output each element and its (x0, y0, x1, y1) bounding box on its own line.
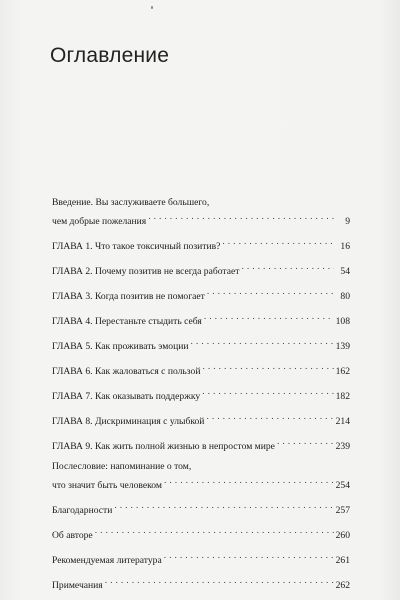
toc-row (52, 499, 350, 518)
toc-entry-chapter-7 (52, 385, 350, 404)
toc-entry-chapter-1 (52, 235, 350, 254)
dot-leader (191, 335, 334, 349)
dot-leader (95, 524, 334, 538)
toc-entry-label: что значит быть человеком (52, 480, 162, 491)
toc-entry-label: ГЛАВА 4. Перестаньте стыдить себя (52, 316, 202, 327)
toc-page-number: 108 (335, 316, 350, 327)
toc-page-number: 54 (340, 266, 350, 277)
toc-entry-label: Благодарности (52, 505, 113, 516)
toc-row (52, 524, 350, 543)
dot-leader (206, 410, 333, 424)
toc-entry-label: Рекомендуемая литература (52, 555, 162, 566)
toc-entry-label-line1: Послесловие: напоминание о том, (52, 461, 192, 472)
toc-row (52, 260, 350, 279)
toc-entry-about-author (52, 524, 350, 543)
toc-entry-label: Об авторе (52, 530, 93, 541)
toc-entry-afterword (52, 460, 350, 493)
toc-row (52, 210, 350, 229)
page-title: Оглавление (50, 44, 170, 67)
print-speck (151, 6, 153, 9)
toc-entry-introduction (52, 196, 350, 229)
toc-row (52, 474, 350, 493)
toc-entry-label: Примечания (52, 580, 103, 591)
toc-page-number: 254 (335, 480, 350, 491)
toc-page-number: 80 (340, 291, 350, 302)
dot-leader (105, 574, 334, 588)
toc-entry-label: ГЛАВА 5. Как проживать эмоции (52, 341, 189, 352)
toc-entry-chapter-9 (52, 435, 350, 454)
toc-page-number: 162 (335, 366, 350, 377)
toc-page-number: 139 (335, 341, 350, 352)
toc-entry-chapter-8 (52, 410, 350, 429)
toc-page-number: 214 (335, 416, 350, 427)
dot-leader (202, 360, 333, 374)
dot-leader (164, 474, 334, 488)
toc-entry-label: ГЛАВА 1. Что такое токсичный позитив? (52, 241, 221, 252)
dot-leader (114, 499, 333, 513)
toc-row (52, 574, 350, 593)
toc-entry-notes (52, 574, 350, 593)
toc-entry-chapter-3 (52, 285, 350, 304)
toc-entry-label: ГЛАВА 6. Как жаловаться с пользой (52, 366, 201, 377)
toc-page-number: 16 (340, 241, 350, 252)
dot-leader (148, 210, 334, 224)
toc-row (52, 235, 350, 254)
toc-entry-chapter-5 (52, 335, 350, 354)
toc-entry-chapter-2 (52, 260, 350, 279)
toc-entry-label-line1: Введение. Вы заслуживаете большего, (52, 197, 210, 208)
toc-entry-recommended-reading (52, 549, 350, 568)
toc-row (52, 360, 350, 379)
toc-row (52, 385, 350, 404)
dot-leader (277, 435, 334, 449)
toc-row (52, 285, 350, 304)
toc-entry-label: ГЛАВА 9. Как жить полной жизнью в непростом мире (52, 441, 275, 452)
toc-page-number: 261 (335, 555, 350, 566)
table-of-contents (52, 196, 350, 599)
toc-entry-label: ГЛАВА 7. Как оказывать поддержку (52, 391, 201, 402)
dot-leader (164, 549, 334, 563)
toc-entry-label: ГЛАВА 2. Почему позитив не всегда работает (52, 266, 240, 277)
dot-leader (202, 385, 333, 399)
toc-page-number: 182 (335, 391, 350, 402)
toc-page-number: 9 (345, 216, 350, 227)
toc-row (52, 435, 350, 454)
toc-entry-label: ГЛАВА 3. Когда позитив не помогает (52, 291, 205, 302)
dot-leader (241, 260, 334, 274)
toc-page-number: 257 (335, 505, 350, 516)
dot-leader (222, 235, 334, 249)
toc-entry-chapter-4 (52, 310, 350, 329)
toc-entry-acknowledgements (52, 499, 350, 518)
dot-leader (204, 310, 334, 324)
toc-page-number: 239 (335, 441, 350, 452)
toc-page-number: 260 (335, 530, 350, 541)
toc-entry-label: чем добрые пожелания (52, 216, 147, 227)
dot-leader (207, 285, 334, 299)
toc-row (52, 410, 350, 429)
toc-entry-chapter-6 (52, 360, 350, 379)
toc-row (52, 310, 350, 329)
toc-page-number: 262 (335, 580, 350, 591)
toc-row (52, 549, 350, 568)
toc-row (52, 335, 350, 354)
toc-entry-label: ГЛАВА 8. Дискриминация с улыбкой (52, 416, 205, 427)
